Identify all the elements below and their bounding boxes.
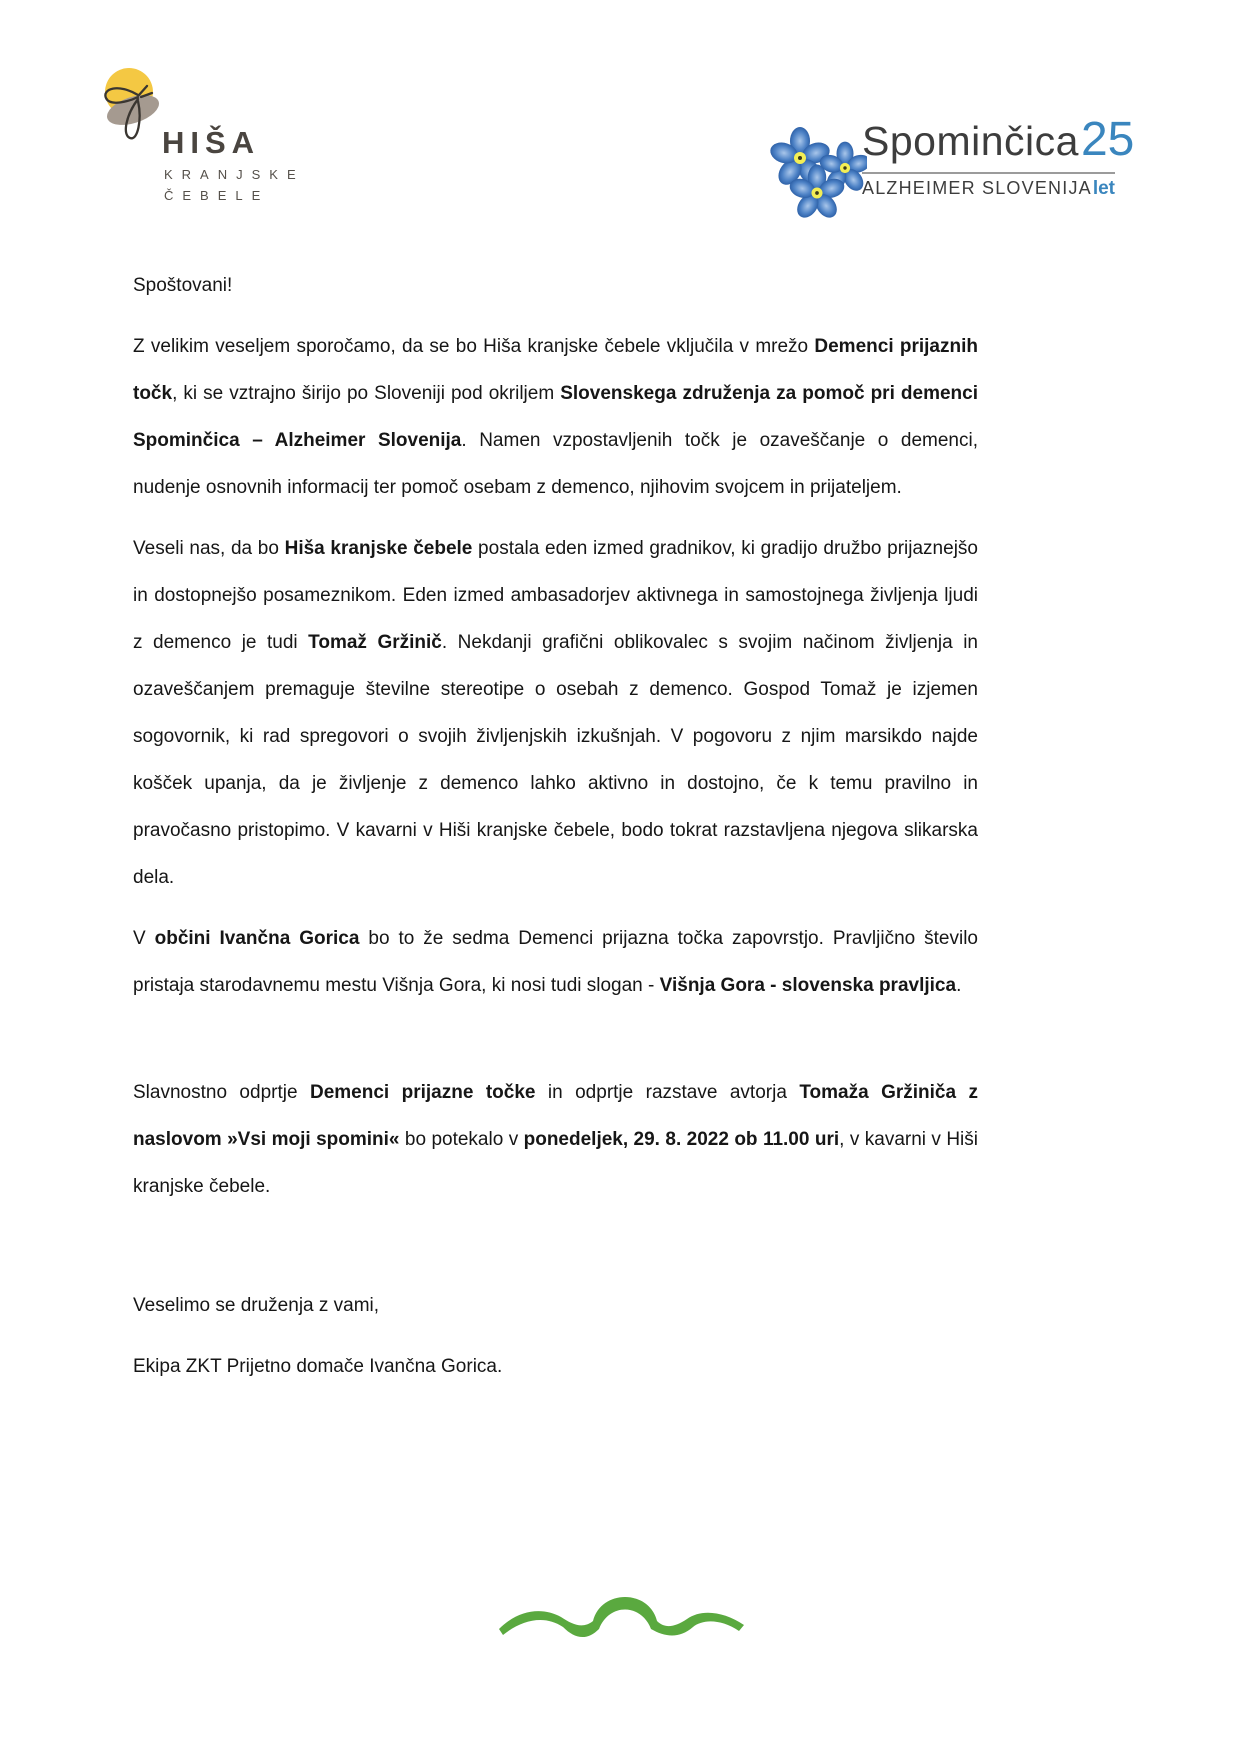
paragraph <box>133 915 978 1009</box>
hisa-logo-subtitle-2: ČEBELE <box>164 188 270 203</box>
text-run: Veseli nas, da bo <box>133 538 285 559</box>
bold-text-run: ponedeljek, 29. 8. 2022 ob 11.00 uri <box>523 1129 840 1150</box>
paragraph <box>133 1069 978 1210</box>
bold-text-run: Višnja Gora - slovenska pravljica <box>659 975 957 996</box>
closing-line-1: Veselimo se druženja z vami, <box>133 1295 380 1316</box>
bold-text-run: Demenci prijazne točke <box>309 1082 536 1103</box>
text-run: , v kavarni v Hiši kranjske čebele. <box>133 1129 978 1197</box>
text-run: bo to že sedma Demenci prijazna točka zapovrstjo. Pravljično število pristaja starodavnemu mestu Višnja Gora, ki nosi tudi slogan - <box>133 928 979 996</box>
spomincica-let-label: let <box>1092 178 1115 199</box>
text-run: Slavnostno odprtje <box>133 1082 310 1103</box>
bold-text-run: Tomaž Gržinič <box>308 632 442 653</box>
green-hills-icon <box>499 1583 745 1645</box>
letter-body <box>133 262 978 1390</box>
text-run: Z velikim veseljem sporočamo, da se bo Hiša kranjske čebele vključila v mrežo <box>133 336 815 357</box>
text-run: , ki se vztrajno širijo po Sloveniji pod okriljem <box>172 383 561 404</box>
letter-paragraphs <box>133 323 978 1210</box>
bee-logo-icon <box>92 55 170 155</box>
spomincica-logo-text <box>862 112 1135 200</box>
bold-text-run: Hiša kranjske čebele <box>284 538 473 559</box>
bold-text-run: Demenci prijaznih točk <box>133 336 978 404</box>
spomincica-divider <box>862 172 1115 174</box>
text-run: . Nekdanji grafični oblikovalec s svojim načinom življenja in ozaveščanjem premaguje številne stereotipe o osebah z demenco. Gospod Tomaž je izjemen sogovornik, ki rad spregovori o svojih življenjskih izkušnjah. V pogovoru z njim marsikdo najde košček upanja, da je življenje z demenco lahko aktivno in dostojno, če k temu pravilno in pravočasno pristopimo. V kavarni v Hiši kranjske čebele, bodo tokrat razstavljena njegova slikarska dela. <box>133 632 978 888</box>
paragraph <box>133 525 978 901</box>
hisa-logo-subtitle-1: KRANJSKE <box>164 167 305 182</box>
paragraph <box>133 323 978 511</box>
text-run: . <box>956 975 962 996</box>
spomincica-logo <box>765 112 1135 222</box>
text-run: V <box>133 928 155 949</box>
bold-text-run: Tomaža Gržiniča z naslovom »Vsi moji spomini« <box>133 1082 978 1150</box>
bold-text-run: občini Ivančna Gorica <box>154 928 360 949</box>
text-run: bo potekalo v <box>399 1129 524 1150</box>
spomincica-25: 25 <box>1080 113 1135 166</box>
text-run: in odprtje razstave avtorja <box>535 1082 800 1103</box>
hisa-logo-title: HIŠA <box>162 125 261 160</box>
spomincica-name: Spominčica <box>862 118 1079 164</box>
text-run: postala eden izmed gradnikov, ki gradijo družbo prijaznejšo in dostopnejšo posameznikom. Eden izmed ambasadorjev aktivnega in samostojnega življenja ljudi z demenco je tudi <box>133 538 978 653</box>
forget-me-not-flowers-icon <box>765 120 867 220</box>
hisa-kranjske-cebele-logo <box>92 55 332 215</box>
salutation: Spoštovani! <box>133 275 233 296</box>
bold-text-run: Slovenskega združenja za pomoč pri demenci Spominčica – Alzheimer Slovenija <box>133 383 978 451</box>
text-run: . Namen vzpostavljenih točk je ozaveščanje o demenci, nudenje osnovnih informacij ter pomoč osebam z demenco, njihovim svojcem in prijateljem. <box>133 430 978 498</box>
alzheimer-slovenija-label: ALZHEIMER SLOVENIJA <box>862 178 1092 198</box>
closing-line-2: Ekipa ZKT Prijetno domače Ivančna Gorica. <box>133 1356 503 1377</box>
